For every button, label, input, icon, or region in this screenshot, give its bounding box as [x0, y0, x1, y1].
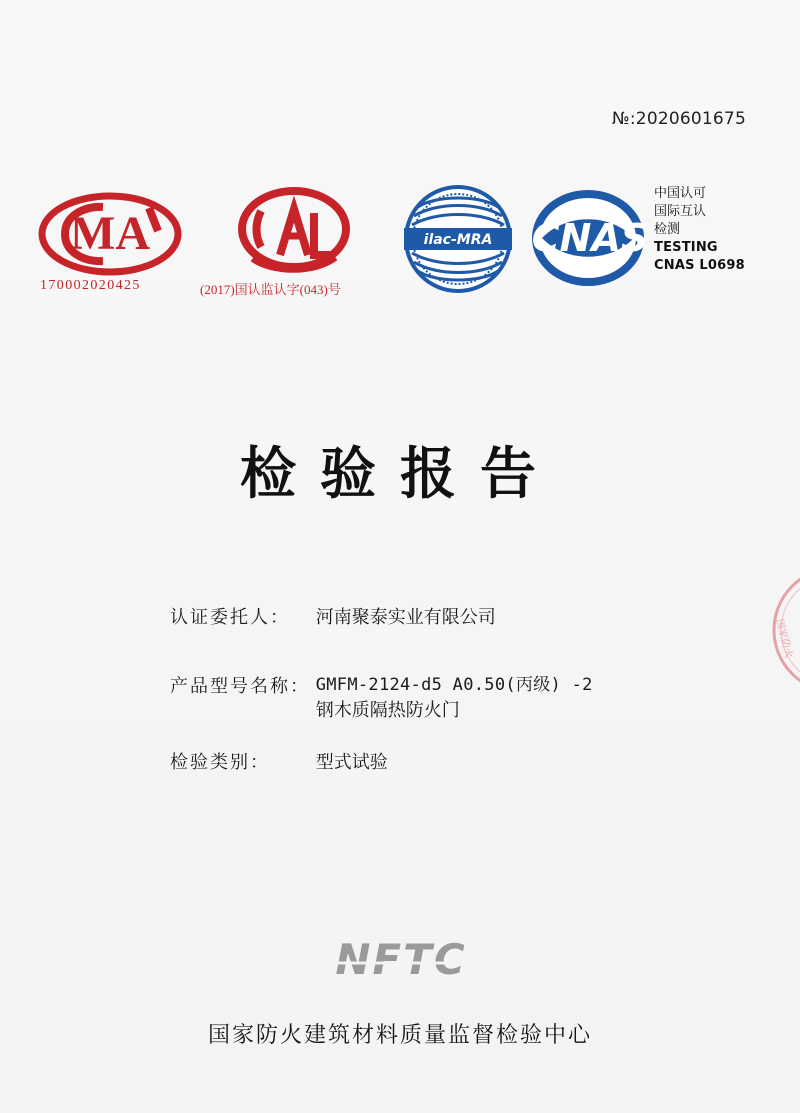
- report-title: 检验报告: [240, 442, 560, 507]
- cnas-accreditation-text: [654, 185, 754, 275]
- product-row: [170, 672, 690, 724]
- product-model: GMFM-2124-d5 A0.50(丙级) -2: [315, 675, 593, 695]
- cnas-line-5: CNAS L0698: [654, 258, 745, 273]
- svg-text:CNAS: CNAS: [531, 216, 649, 260]
- partial-red-stamp-icon: [758, 560, 800, 700]
- product-value: [316, 672, 593, 724]
- nftc-logo-icon: [317, 929, 487, 989]
- cma-seal-icon: [36, 186, 184, 282]
- svg-text:国家防火: 国家防火: [773, 617, 795, 660]
- cnas-line-1: 中国认可: [654, 186, 707, 201]
- cal-seal-icon: [218, 183, 370, 283]
- cal-number: (2017)国认监认字(043)号: [200, 282, 341, 297]
- report-number: №:2020601675: [612, 109, 746, 129]
- svg-text:ilac-MRA: ilac-MRA: [423, 232, 493, 248]
- cnas-line-3: 检测: [654, 222, 681, 237]
- client-label: 认证委托人：: [170, 607, 290, 628]
- client-value: 河南聚泰实业有限公司: [315, 607, 496, 628]
- svg-text:NFTC: NFTC: [335, 935, 467, 984]
- inspection-type-label: 检验类别：: [170, 752, 270, 773]
- cnas-line-2: 国际互认: [654, 204, 707, 219]
- inspection-type-row: [170, 748, 690, 774]
- issuing-organization: 国家防火建筑材料质量监督检验中心: [207, 1023, 592, 1048]
- svg-text:MA: MA: [70, 207, 150, 260]
- product-name: 钢木质隔热防火门: [315, 700, 460, 721]
- inspection-type-value: 型式试验: [315, 752, 388, 773]
- product-label: 产品型号名称：: [170, 676, 310, 697]
- cnas-line-4: TESTING: [654, 240, 718, 255]
- cma-number: 170002020425: [40, 278, 141, 293]
- client-row: [170, 603, 690, 629]
- ilac-mra-seal-icon: [400, 183, 516, 295]
